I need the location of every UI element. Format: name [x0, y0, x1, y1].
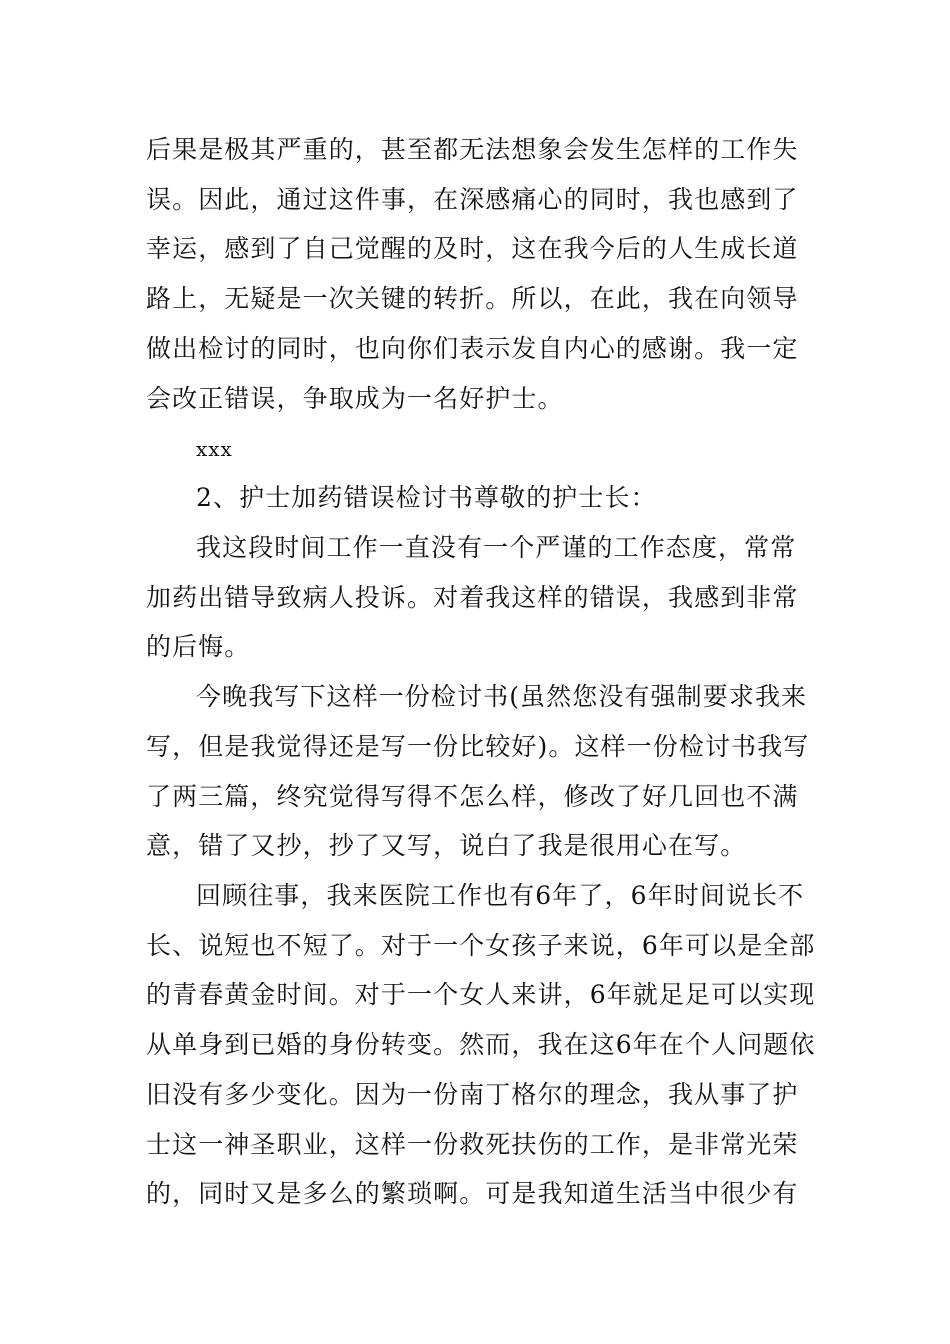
signature: xxx — [196, 437, 233, 461]
text-line: 从单身到已婚的身份转变。然而，我在这6年在个人问题依 — [146, 1030, 816, 1059]
text-line: 意，错了又抄，抄了又写，说白了我是很用心在写。 — [146, 831, 747, 860]
text-line: 了两三篇，终究觉得写得不怎么样，修改了好几回也不满 — [146, 782, 799, 811]
text-line: 士这一神圣职业，这样一份救死扶伤的工作，是非常光荣 — [146, 1130, 799, 1159]
text-line: 做出检讨的同时，也向你们表示发自内心的感谢。我一定 — [146, 334, 799, 363]
text-line: 回顾往事，我来医院工作也有6年了，6年时间说长不 — [196, 881, 805, 910]
text-line: 幸运，感到了自己觉醒的及时，这在我今后的人生成长道 — [146, 234, 799, 263]
text-line: 今晚我写下这样一份检讨书(虽然您没有强制要求我来 — [196, 682, 808, 711]
text-line: 旧没有多少变化。因为一份南丁格尔的理念，我从事了护 — [146, 1080, 799, 1109]
text-line: 后果是极其严重的，甚至都无法想象会发生怎样的工作失 — [146, 135, 799, 164]
text-line: 长、说短也不短了。对于一个女孩子来说，6年可以是全部 — [146, 931, 816, 960]
text-line: 误。因此，通过这件事，在深感痛心的同时，我也感到了 — [146, 185, 799, 214]
text-line: 写，但是我觉得还是写一份比较好)。这样一份检讨书我写 — [146, 732, 810, 761]
text-line: 的后悔。 — [146, 632, 251, 661]
text-line: 加药出错导致病人投诉。对着我这样的错误，我感到非常 — [146, 583, 799, 612]
section-heading: 2、护士加药错误检讨书尊敬的护士长： — [196, 483, 657, 512]
text-line: 路上，无疑是一次关键的转折。所以，在此，我在向领导 — [146, 284, 799, 313]
text-line: 会改正错误，争取成为一名好护士。 — [146, 384, 564, 413]
text-line: 的青春黄金时间。对于一个女人来讲，6年就足足可以实现 — [146, 980, 816, 1009]
text-line: 我这段时间工作一直没有一个严谨的工作态度，常常 — [196, 533, 797, 562]
text-line: 的，同时又是多么的繁琐啊。可是我知道生活当中很少有 — [146, 1179, 799, 1208]
